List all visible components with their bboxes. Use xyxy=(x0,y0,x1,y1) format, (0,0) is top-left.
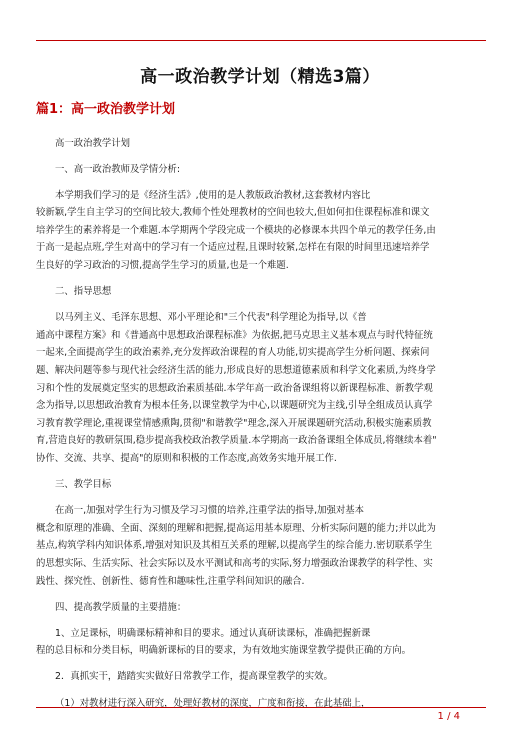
footer-rule xyxy=(36,707,486,708)
paragraph xyxy=(36,625,484,660)
subsection-heading: 二、指导思想 xyxy=(55,286,112,298)
paragraph-line: 培养学生的素养将是一个难题.本学期两个学段完成一个模块的必修课本共四个单元的教学任务,由 xyxy=(36,224,436,236)
document-body xyxy=(36,126,484,721)
paragraph xyxy=(36,309,484,467)
section-heading: 篇1：高一政治教学计划 xyxy=(36,102,176,117)
paragraph xyxy=(36,502,484,590)
document-title: 高一政治教学计划（精选3篇） xyxy=(140,67,380,87)
paragraph-line: 习和个性的发展奠定坚实的思想政治素质基础.本学年高一政治备课组将以新课程标准、新教学观 xyxy=(36,382,433,394)
paragraph-line: 题、解决问题等参与现代社会经济生活的能力,形成良好的思想道德素质和科学文化素质,为终身学 xyxy=(36,365,436,377)
paragraph-line: 协作、交流、共享、提高"的原则和积极的工作态度,高效务实地开展工作. xyxy=(36,453,337,464)
paragraph-line: 以马列主义、毛泽东思想、邓小平理论和"三个代表"科学理论为指导,以《普 xyxy=(55,312,367,324)
paragraph-line: 一起来,全面提高学生的政治素养,充分发挥政治课程的育人功能,切实提高学生分析问题、探索问 xyxy=(36,347,430,359)
paragraph-line: 基点,构筑学科内知识体系,增强对知识及其相互关系的理解,以提高学生的综合能力.密切联系学生 xyxy=(36,540,433,552)
subsection-heading: 一、高一政治教师及学情分析: xyxy=(55,163,181,175)
paragraph-line: 较新颖,学生自主学习的空间比较大,教师个性处理教材的空间也较大,但如何扣住课程标准和课文 xyxy=(36,207,430,219)
subsection-heading: 三、教学目标 xyxy=(55,479,112,491)
paragraph-line: 习教育教学理论,重视课堂情感熏陶,贯彻"和谐教学"理念,深入开展课题研究活动,积极实施素质教 xyxy=(36,417,432,429)
subsection-heading: 四、提高教学质量的主要措施： xyxy=(55,601,187,613)
paragraph-line: 生良好的学习政治的习惯,提高学生学习的质量,也是一个难题. xyxy=(36,260,289,272)
paragraph xyxy=(36,668,484,686)
paragraph-line: 程的总目标和分类目标，明确新课标的目的要求，为有效地实施课堂教学提供正确的方向。 xyxy=(36,645,412,657)
paragraph-line: 概念和原理的准确、全面、深刻的理解和把握,提高运用基本原理、分析实际问题的能力;并以此为 xyxy=(36,522,436,534)
paragraph-line: （1）对教材进行深入研究，处理好教材的深度，广度和衔接，在此基础上， xyxy=(55,697,371,709)
paragraph-line: 1、立足课标，明确课标精神和目的要求。通过认真研读课标，准确把握新课 xyxy=(55,627,371,639)
paragraph-line: 念为指导,以思想政治教育为根本任务,以课堂教学为中心,以课题研究为主线,引导全组成员认真学 xyxy=(36,400,433,412)
paragraph-line: 育,营造良好的教研氛围,稳步提高我校政治教学质量.本学期高一政治备课组全体成员,将继续本着" xyxy=(36,435,437,447)
paragraph-line: 践性、探究性、创新性、德育性和趣味性,注重学科间知识的融合. xyxy=(36,575,305,587)
paragraph-line: 本学期我们学习的是《经济生活》,使用的是人教版政治教材,这套教材内容比 xyxy=(55,189,371,201)
paragraph-line: 通高中课程方案》和《普通高中思想政治课程标准》为依据,把马克思主义基本观点与时代特征统 xyxy=(36,329,433,341)
page-indicator: 1 / 4 xyxy=(437,711,460,722)
subsection-heading: 高一政治教学计划 xyxy=(55,137,131,149)
paragraph xyxy=(36,695,484,713)
paragraph xyxy=(36,187,484,275)
header-rule xyxy=(36,40,486,41)
paragraph-line: 的思想实际、生活实际、社会实际以及水平测试和高考的实际,努力增强政治课教学的科学性、实 xyxy=(36,557,433,569)
paragraph-line: 2．真抓实干，踏踏实实做好日常教学工作，提高课堂教学的实效。 xyxy=(55,671,333,683)
paragraph-line: 在高一,加强对学生行为习惯及学习习惯的培养,注重学法的指导,加强对基本 xyxy=(55,505,364,517)
paragraph-line: 于高一是起点班,学生对高中的学习有一个适应过程,且课时较紧,怎样在有限的时间里迅速培养学 xyxy=(36,242,430,254)
